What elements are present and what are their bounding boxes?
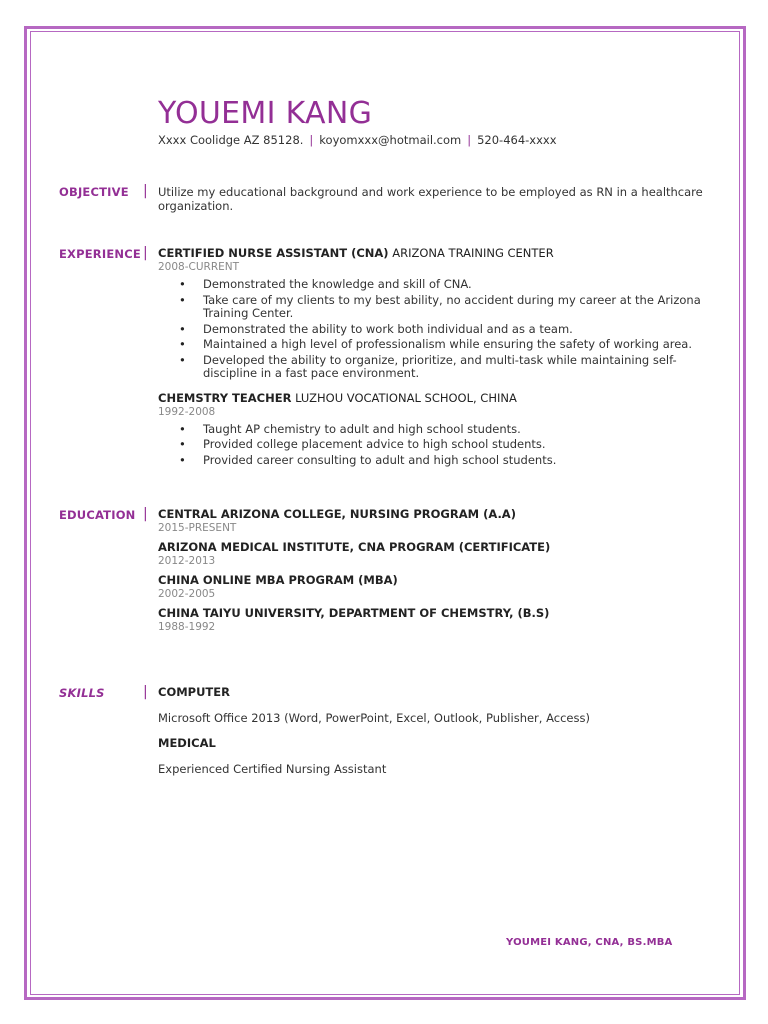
job-entry bbox=[158, 391, 703, 468]
section-divider: | bbox=[143, 506, 148, 522]
bullet-item: • Maintained a high level of professionalism while ensuring the safety of working area. bbox=[203, 338, 703, 352]
contact-separator: | bbox=[467, 133, 472, 147]
objective-label: OBJECTIVE bbox=[59, 185, 129, 199]
contact-address: Xxxx Coolidge AZ 85128. bbox=[158, 133, 304, 147]
education-item bbox=[158, 507, 703, 535]
education-dates: 1988-1992 bbox=[158, 621, 216, 633]
education-item bbox=[158, 606, 703, 634]
job-title-line bbox=[158, 391, 703, 406]
experience-content bbox=[158, 246, 703, 469]
objective-text: Utilize my educational background and work experience to be employed as RN in a healthcare organization. bbox=[158, 185, 703, 213]
education-dates: 2012-2013 bbox=[158, 555, 216, 567]
bullet-item: • Taught AP chemistry to adult and high school students. bbox=[203, 423, 703, 437]
skills-content bbox=[158, 685, 703, 776]
bullet-item: • Developed the ability to organize, prioritize, and multi-task while maintaining self-discipline in a fast pace environment. bbox=[203, 354, 703, 381]
objective-content bbox=[158, 185, 703, 213]
bullet-item: • Provided college placement advice to high school students. bbox=[203, 438, 703, 452]
education-dates: 2002-2005 bbox=[158, 588, 216, 600]
skill-heading: MEDICAL bbox=[158, 736, 216, 750]
skill-text: Experienced Certified Nursing Assistant bbox=[158, 762, 387, 776]
job-title-line bbox=[158, 246, 703, 261]
section-divider: | bbox=[143, 684, 148, 700]
skill-heading: COMPUTER bbox=[158, 685, 230, 699]
bullet-item: • Take care of my clients to my best ability, no accident during my career at the Arizona Training Center. bbox=[203, 294, 703, 321]
footer-name: YOUMEI KANG, CNA, BS.MBA bbox=[506, 937, 673, 948]
resume-name: YOUEMI KANG bbox=[158, 96, 373, 131]
job-title: CERTIFIED NURSE ASSISTANT (CNA) bbox=[158, 246, 389, 260]
education-label: EDUCATION bbox=[59, 508, 136, 522]
job-org: ARIZONA TRAINING CENTER bbox=[392, 246, 554, 260]
experience-label: EXPERIENCE bbox=[59, 247, 141, 261]
education-title: ARIZONA MEDICAL INSTITUTE, CNA PROGRAM (CERTIFICATE) bbox=[158, 540, 551, 554]
education-item bbox=[158, 573, 703, 601]
education-title: CHINA ONLINE MBA PROGRAM (MBA) bbox=[158, 573, 398, 587]
job-dates: 1992-2008 bbox=[158, 405, 216, 418]
education-item bbox=[158, 540, 703, 568]
job-bullets bbox=[158, 423, 703, 468]
skill-text: Microsoft Office 2013 (Word, PowerPoint, Excel, Outlook, Publisher, Access) bbox=[158, 711, 590, 725]
bullet-item: • Demonstrated the ability to work both individual and as a team. bbox=[203, 323, 703, 337]
education-dates: 2015-PRESENT bbox=[158, 522, 237, 534]
education-title: CHINA TAIYU UNIVERSITY, DEPARTMENT OF CHEMSTRY, (B.S) bbox=[158, 606, 550, 620]
section-divider: | bbox=[143, 245, 148, 261]
section-divider: | bbox=[143, 183, 148, 199]
bullet-item: • Demonstrated the knowledge and skill of CNA. bbox=[203, 278, 703, 292]
contact-email[interactable]: koyomxxx@hotmail.com bbox=[319, 133, 462, 147]
education-content bbox=[158, 507, 703, 634]
job-title: CHEMSTRY TEACHER bbox=[158, 390, 292, 405]
contact-separator: | bbox=[309, 133, 314, 147]
contact-phone: 520-464-xxxx bbox=[477, 133, 557, 147]
job-dates: 2008-CURRENT bbox=[158, 261, 240, 273]
job-org: LUZHOU VOCATIONAL SCHOOL, CHINA bbox=[295, 390, 517, 405]
job-bullets bbox=[158, 278, 703, 381]
education-title: CENTRAL ARIZONA COLLEGE, NURSING PROGRAM (A.A) bbox=[158, 507, 516, 521]
skills-label: SKILLS bbox=[59, 686, 105, 700]
bullet-item: • Provided career consulting to adult and high school students. bbox=[203, 454, 703, 468]
job-entry bbox=[158, 246, 703, 381]
contact-line bbox=[158, 133, 557, 147]
